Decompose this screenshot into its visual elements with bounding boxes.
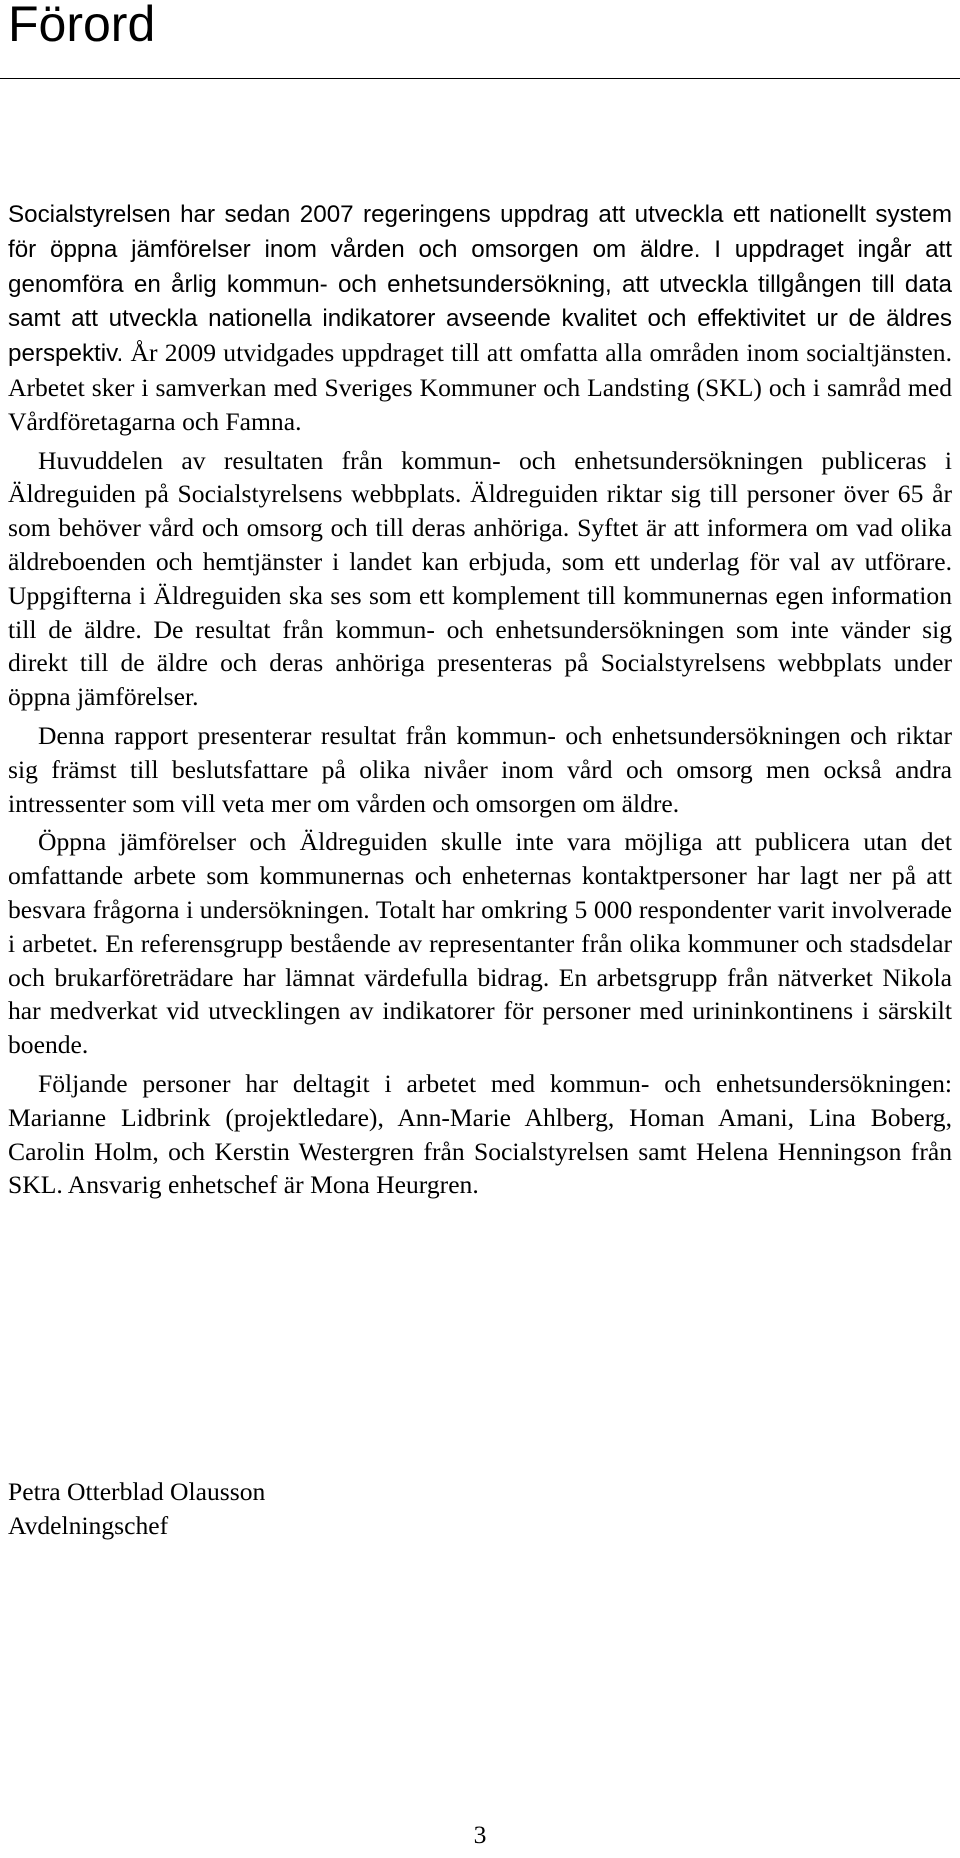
paragraph-2: Huvuddelen av resultaten från kommun- och enhetsundersökningen publiceras i Äldreguiden på Socialstyrelsens webbplats. Äldreguiden riktar sig till personer över 65 år som behöver vård och omsorg och till deras anhöriga. Syftet är att informera om vad olika äldreboenden och hemtjänster i landet kan erbjuda, som ett underlag för val av utförare. Uppgifterna i Äldreguiden ska ses som ett komplement till kommunernas egen information till de äldre. De resultat från kommun- och enhetsundersökningen som inte vänder sig direkt till de äldre och deras anhöriga presenteras på Socialstyrelsens webbplats under öppna jämförelser. [8, 445, 952, 712]
paragraph-4: Öppna jämförelser och Äldreguiden skulle inte vara möjliga att publicera utan det omfattande arbete som kommunernas och enheternas kontaktpersoner har lagt ner på att besvara frågorna i undersökningen. Totalt har omkring 5 000 respondenter varit involverade i arbetet. En referensgrupp bestående av representanter från olika kommuner och stadsdelar och brukarföreträdare har lämnat värdefulla bidrag. En arbetsgrupp från nätverket Nikola har medverkat vid utvecklingen av indikatorer för personer med urininkontinens i särskilt boende. [8, 827, 952, 1060]
foreword-body [8, 197, 952, 1207]
paragraph-1-sans-text: Socialstyrelsen har sedan 2007 regeringens uppdrag att utveckla ett nationellt system för öppna jämförelser inom vården och omsorgen om äldre. I uppdraget ingår att genomföra en årlig kommun- och enhetsundersökning, att utveckla tillgången till data samt att utveckla nationella indikatorer avseende kvalitet och effektivitet ur de äldres perspektiv. [8, 201, 952, 368]
page-title: Förord [8, 0, 156, 52]
signature-block [8, 1475, 265, 1543]
signature-name: Petra Otterblad Olausson [8, 1477, 266, 1506]
paragraph-3: Denna rapport presenterar resultat från kommun- och enhetsundersökningen och riktar sig främst till beslutsfattare på olika nivåer inom vård och omsorg men också andra intressenter som vill veta mer om vården och omsorgen om äldre. [8, 720, 952, 818]
paragraph-1-serif-text: År 2009 utvidgades uppdraget till att omfatta alla områden inom socialtjänsten. Arbetet sker i samverkan med Sveriges Kommuner och Landsting (SKL) och i samråd med Vårdföretagarna och Famna. [8, 338, 952, 436]
page-number: 3 [473, 1820, 487, 1849]
paragraph-5: Följande personer har deltagit i arbetet med kommun- och enhetsundersökningen: Marianne Lidbrink (projektledare), Ann-Marie Ahlberg, Homan Amani, Lina Boberg, Carolin Holm, och Kerstin Westergren från Socialstyrelsen samt Helena Henningson från SKL. Ansvarig enhetschef är Mona Heurgren. [8, 1068, 952, 1200]
title-divider [0, 78, 960, 79]
signature-role: Avdelningschef [8, 1510, 169, 1540]
paragraph-1 [8, 197, 952, 439]
